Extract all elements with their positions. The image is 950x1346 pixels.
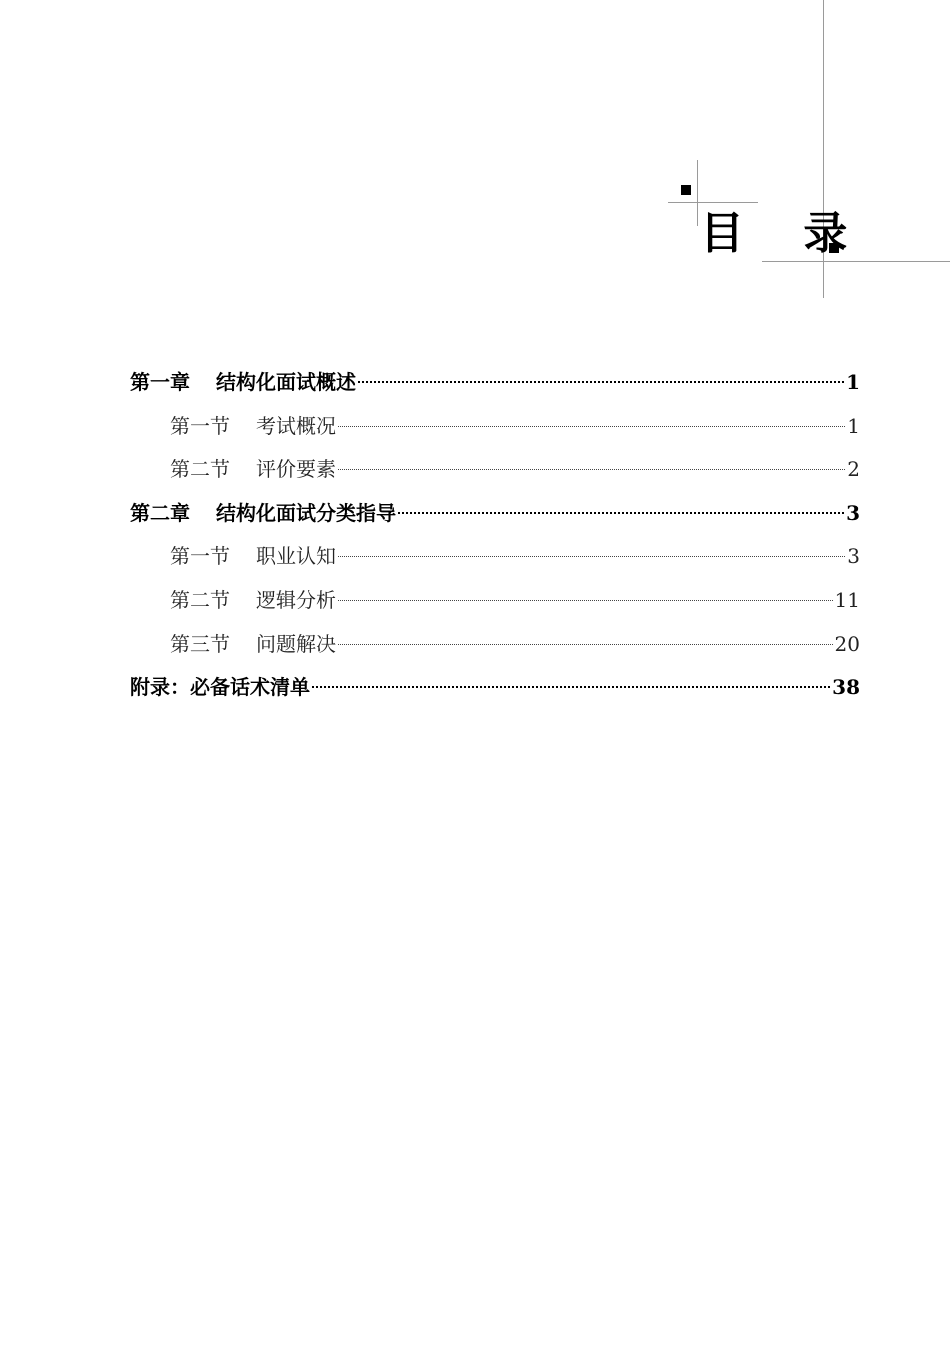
toc-dot-leader (358, 381, 844, 383)
toc-title: 问题解决 (256, 631, 336, 656)
toc-page-number: 2 (847, 457, 860, 482)
toc-page-number: 11 (834, 587, 860, 612)
toc-title: 结构化面试概述 (216, 370, 356, 394)
toc-chapter-1[interactable] (130, 361, 860, 405)
toc-title: 职业认知 (256, 544, 336, 569)
toc-page-number: 1 (847, 413, 860, 438)
toc-page-number: 38 (832, 675, 860, 700)
toc-section-2-1[interactable] (130, 535, 860, 579)
toc-section-2-3[interactable] (130, 623, 860, 667)
toc-number: 第一节 (170, 544, 230, 569)
toc-dot-leader (338, 600, 833, 601)
toc-title: 结构化面试分类指导 (216, 500, 396, 525)
toc-title: 逻辑分析 (256, 587, 336, 612)
toc-dot-leader (338, 644, 833, 645)
ornament-horizontal-line-top (668, 202, 758, 203)
toc-number: 第一章 (130, 370, 190, 394)
toc-appendix[interactable] (130, 666, 860, 710)
toc-page-number: 1 (846, 370, 860, 394)
toc-page-number: 3 (847, 544, 860, 569)
toc-chapter-2[interactable] (130, 492, 860, 536)
toc-title: 附录：必备话术清单 (130, 675, 310, 700)
toc-dot-leader (312, 686, 830, 688)
toc-title: 评价要素 (256, 457, 336, 482)
toc-number: 第二章 (130, 500, 190, 525)
toc-number: 第二节 (170, 587, 230, 612)
toc-number: 第三节 (170, 631, 230, 656)
toc-number: 第一节 (170, 413, 230, 438)
toc-page-number: 3 (846, 500, 860, 525)
toc-dot-leader (398, 512, 844, 514)
table-of-contents (130, 361, 860, 710)
ornament-square-top (681, 185, 691, 195)
toc-dot-leader (338, 426, 845, 427)
toc-title: 考试概况 (256, 413, 336, 438)
toc-dot-leader (338, 556, 845, 557)
ornament-vertical-line-left (697, 160, 698, 226)
toc-number: 第二节 (170, 457, 230, 482)
toc-section-1-2[interactable] (130, 448, 860, 492)
toc-section-2-2[interactable] (130, 579, 860, 623)
toc-section-1-1[interactable] (130, 405, 860, 449)
page-title: 目 录 (700, 208, 870, 259)
toc-page-number: 20 (834, 631, 860, 656)
toc-dot-leader (338, 469, 845, 470)
